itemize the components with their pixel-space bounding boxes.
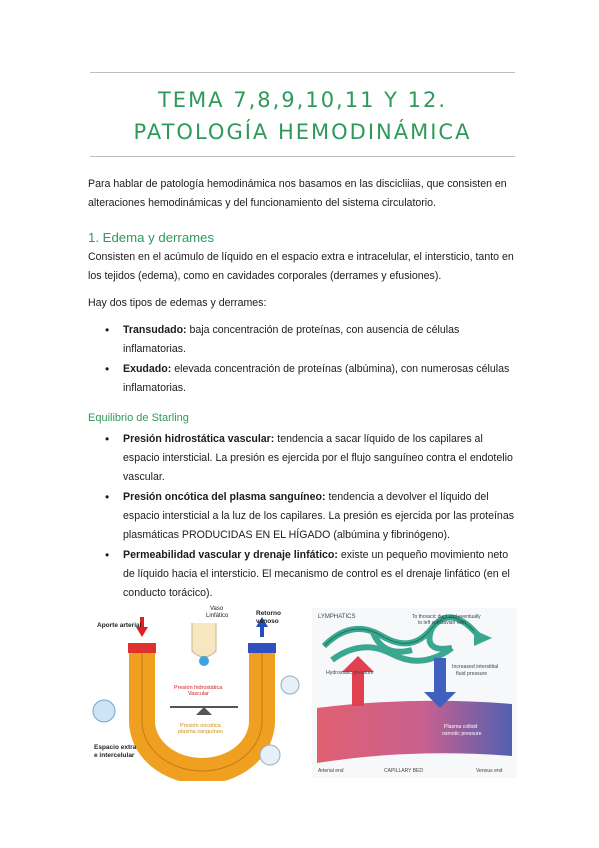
capillary-bed-figure bbox=[312, 608, 517, 778]
list-item-term: Presión hidrostática vascular: bbox=[123, 433, 275, 445]
label-colloid-1: Plasma colloid bbox=[444, 724, 478, 730]
edema-types-intro: Hay dos tipos de edemas y derrames: bbox=[88, 297, 267, 309]
label-thoracic-2: to left subclavian vein bbox=[418, 620, 466, 626]
list-item bbox=[105, 430, 520, 487]
label-interstitial-1: Increased interstitial bbox=[452, 664, 499, 670]
list-item bbox=[105, 321, 520, 359]
cell-icon-bottom bbox=[260, 745, 280, 765]
list-item-term: Transudado: bbox=[123, 324, 187, 336]
label-aporte: Aporte arterial bbox=[97, 622, 142, 629]
list-item bbox=[105, 360, 520, 398]
capillary-u-figure bbox=[92, 603, 302, 781]
venous-cap bbox=[248, 643, 276, 653]
intro-paragraph: Para hablar de patología hemodinámica nos basamos en las discicliias, que consisten en alteraciones hemodinámicas y del funcionamiento del sistema circulatorio. bbox=[88, 178, 507, 209]
label-espacio-2: e intercelular bbox=[94, 752, 135, 759]
lymph-vessel bbox=[192, 623, 216, 657]
list-item-term: Permeabilidad vascular y drenaje linfático: bbox=[123, 549, 338, 561]
label-lymphatics: LYMPHATICS bbox=[318, 614, 356, 620]
label-presion-hidro-2: Vascular bbox=[188, 691, 209, 697]
label-presion-onc-2: plasma sanguíneo bbox=[178, 729, 223, 735]
edema-definition: Consisten en el acúmulo de líquido en el espacio extra e intracelular, el intersticio, tanto en los tejidos (edema), como en cavidades corporales (derrames y efusiones). bbox=[88, 251, 514, 282]
label-capillary-bed: CAPILLARY BED bbox=[384, 768, 424, 774]
cell-icon-left bbox=[93, 700, 115, 722]
title-rule-bottom bbox=[90, 156, 515, 157]
list-item-text: existe un pequeño movimiento neto de líquido hacia el intersticio. El mecanismo de control es el drenaje linfático (en el conducto torácico). bbox=[123, 549, 510, 599]
label-hydrostatic: Hydrostatic pressure bbox=[326, 670, 374, 676]
title-rule-top bbox=[90, 72, 515, 73]
capillary-bed bbox=[317, 701, 512, 763]
section-heading-edema: 1. Edema y derrames bbox=[88, 230, 215, 245]
cell-icon-right bbox=[281, 676, 299, 694]
list-item-text: tendencia a devolver el líquido del espacio intersticial a la luz de los capilares. La presión es ejercida por las proteínas plasmáticas PRODUCIDAS EN EL HÍGADO (albúmina y fibrinógeno). bbox=[123, 491, 515, 541]
label-colloid-2: osmotic pressure bbox=[442, 731, 482, 737]
label-venous-end: Venous end bbox=[476, 768, 503, 774]
balance-icon bbox=[196, 707, 212, 715]
edema-types-list bbox=[105, 321, 520, 399]
label-vaso-2: Linfático bbox=[206, 613, 229, 619]
starling-list bbox=[105, 430, 520, 604]
list-item bbox=[105, 488, 520, 545]
label-presion-hidro-1: Presión hidrostática bbox=[174, 685, 223, 691]
list-item-term: Exudado: bbox=[123, 363, 172, 375]
label-vaso-1: Vaso bbox=[210, 606, 224, 612]
list-item-text: elevada concentración de proteínas (albúmina), con numerosas células inflamatorias. bbox=[123, 363, 510, 394]
label-retorno-1: Retorno bbox=[256, 610, 281, 617]
list-item bbox=[105, 546, 520, 603]
label-presion-onc-1: Presión oncótica bbox=[180, 723, 221, 729]
page-title-line-2: PATOLOGÍA HEMODINÁMICA bbox=[133, 120, 472, 144]
label-interstitial-2: fluid pressure bbox=[456, 671, 488, 677]
lymph-drop bbox=[199, 656, 209, 666]
label-retorno-2: venoso bbox=[256, 618, 279, 625]
arterial-cap bbox=[128, 643, 156, 653]
list-item-text: baja concentración de proteínas, con ausencia de células inflamatorias. bbox=[123, 324, 460, 355]
list-item-term: Presión oncótica del plasma sanguíneo: bbox=[123, 491, 326, 503]
label-thoracic-1: To thoracic duct and eventually bbox=[412, 614, 481, 620]
label-espacio-1: Espacio extra bbox=[94, 744, 137, 751]
list-item-text: tendencia a sacar líquido de los capilares al espacio intersticial. La presión es ejercida por el flujo sanguíneo contra el endotelio vascular. bbox=[123, 433, 513, 483]
section-heading-starling: Equilibrio de Starling bbox=[88, 412, 189, 424]
page-title-line-1: TEMA 7,8,9,10,11 Y 12. bbox=[157, 88, 448, 112]
label-arterial-end: Arterial end bbox=[318, 768, 344, 774]
